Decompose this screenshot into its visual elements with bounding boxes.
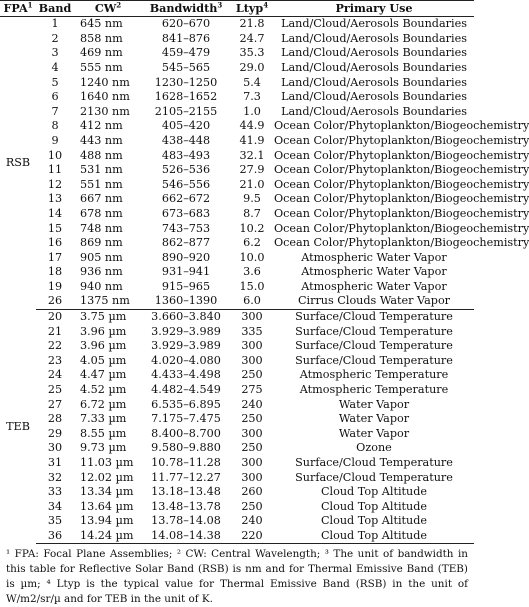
primary-use-cell: Surface/Cloud Temperature [295, 339, 453, 353]
cw-cell: 412 nm [80, 119, 123, 133]
cw-cell: 2130 nm [80, 104, 130, 118]
cw-cell: 1240 nm [80, 75, 130, 89]
cw-cell: 4.47 µm [80, 368, 127, 382]
bandwidth-cell: 14.08–14.38 [142, 529, 230, 544]
header-cw: $CW^2$ [74, 1, 142, 17]
ltyp-cell: 300 [241, 339, 263, 353]
band-cell: 27 [47, 397, 63, 411]
ltyp-cell: 3.6 [243, 265, 261, 279]
table-row [0, 221, 474, 236]
table-row [0, 485, 474, 500]
band-cell: 11 [47, 163, 63, 177]
table-row [0, 529, 474, 544]
bandwidth-cell: 1360–1390 [142, 294, 230, 309]
cw-cell: 858 nm [80, 31, 123, 45]
cw-cell: 13.64 µm [80, 499, 134, 513]
table-body [0, 17, 529, 544]
ltyp-cell: 240 [241, 397, 263, 411]
primary-use-cell: Ocean Color/Phytoplankton/Biogeochemistry [274, 206, 529, 220]
table-row [0, 32, 474, 47]
ltyp-cell: 6.0 [230, 294, 274, 309]
bandwidth-cell: 890–920 [161, 250, 211, 264]
ltyp-cell: 6.2 [243, 236, 261, 250]
table-row [0, 265, 474, 280]
primary-use-cell: Water Vapor [338, 426, 410, 440]
band-cell: 6 [51, 90, 59, 104]
bandwidth-cell: 743–753 [161, 221, 211, 235]
primary-use-cell: Surface/Cloud Temperature [295, 470, 453, 484]
band-cell: 19 [47, 279, 63, 293]
band-cell: 28 [47, 412, 63, 426]
bandwidth-cell: 545–565 [161, 60, 211, 74]
band-cell: 20 [47, 310, 63, 324]
cw-cell: 4.52 µm [80, 383, 127, 397]
cw-cell: 13.34 µm [80, 485, 134, 499]
ltyp-cell: 250 [241, 368, 263, 382]
ltyp-cell: 15.0 [239, 279, 265, 293]
band-cell: 9 [51, 133, 59, 147]
band-cell: 7 [51, 104, 59, 118]
table-row [0, 75, 474, 90]
header-ltyp: Ltyp$^4$ [230, 1, 274, 17]
ltyp-cell: 9.5 [243, 192, 261, 206]
bandwidth-cell: 915–965 [161, 279, 211, 293]
cw-cell: 7.33 µm [80, 412, 127, 426]
header-fpa: FPA$^1$ [0, 1, 36, 17]
bandwidth-cell: 7.175–7.475 [151, 412, 221, 426]
band-cell: 4 [51, 60, 59, 74]
ltyp-cell: 32.1 [239, 148, 265, 162]
primary-use-cell: Surface/Cloud Temperature [295, 456, 453, 469]
cw-cell: 748 nm [80, 221, 123, 235]
bandwidth-cell: 483–493 [161, 148, 211, 162]
table-row [0, 119, 474, 134]
cw-cell: 3.96 µm [80, 339, 127, 353]
table-row [0, 324, 474, 339]
primary-use-cell: Surface/Cloud Temperature [295, 324, 453, 338]
primary-use-cell: Cloud Top Altitude [274, 529, 474, 544]
table-row [0, 456, 474, 471]
footnote-text: ¹ FPA: Focal Plane Assemblies; ² CW: Central Wavelength; ³ The unit of bandwidth in this table for Reflective Solar Band (RSB) is nm and for Thermal Emissive Band (TEB) is µm; ⁴ Ltyp is the typical value for Thermal Emissive Band (RSB) in the unit of W/m2/sr/µ and for TEB in the unit of K. [6, 548, 468, 605]
band-cell: 13 [47, 192, 63, 206]
ltyp-cell: 275 [241, 383, 263, 397]
fpa-group-label: TEB [6, 419, 30, 433]
primary-use-cell: Ocean Color/Phytoplankton/Biogeochemistry [274, 177, 529, 191]
primary-use-cell: Water Vapor [338, 412, 410, 426]
primary-use-cell: Water Vapor [338, 397, 410, 411]
table-row [0, 90, 474, 105]
table-row [0, 470, 474, 485]
bandwidth-cell: 1230–1250 [154, 75, 218, 89]
table-row [0, 105, 474, 120]
cw-cell: 1640 nm [80, 90, 130, 104]
cw-cell: 678 nm [80, 206, 123, 220]
ltyp-cell: 10.0 [239, 250, 265, 264]
bandwidth-cell: 862–877 [161, 236, 211, 250]
band-cell: 25 [47, 383, 63, 397]
table-row [0, 251, 474, 266]
ltyp-cell: 7.3 [243, 90, 261, 104]
table-row [0, 383, 474, 398]
primary-use-cell: Ocean Color/Phytoplankton/Biogeochemistry [274, 192, 529, 206]
band-cell: 12 [47, 177, 63, 191]
primary-use-cell: Land/Cloud/Aerosols Boundaries [281, 31, 467, 45]
primary-use-cell: Atmospheric Water Vapor [301, 279, 447, 293]
primary-use-cell: Land/Cloud/Aerosols Boundaries [281, 104, 467, 118]
primary-use-cell: Ocean Color/Phytoplankton/Biogeochemistry [274, 236, 529, 250]
table-row [0, 368, 474, 383]
primary-use-cell: Cloud Top Altitude [320, 499, 428, 513]
band-cell: 17 [47, 250, 63, 264]
ltyp-cell: 35.3 [239, 46, 265, 60]
fpa-group-label: RSB [5, 156, 31, 170]
ltyp-cell: 250 [241, 412, 263, 426]
ltyp-cell: 300 [241, 426, 263, 440]
bandwidth-cell: 6.535–6.895 [151, 397, 221, 411]
band-cell: 29 [47, 426, 63, 440]
primary-use-cell: Land/Cloud/Aerosols Boundaries [281, 75, 467, 89]
primary-use-cell: Atmospheric Water Vapor [301, 265, 447, 279]
table-row [0, 61, 474, 76]
band-cell: 3 [51, 46, 59, 60]
primary-use-cell: Land/Cloud/Aerosols Boundaries [281, 60, 467, 74]
band-cell: 22 [47, 339, 63, 353]
cw-cell: 1375 nm [74, 294, 142, 309]
cw-cell: 6.72 µm [80, 397, 127, 411]
band-cell: 1 [51, 17, 59, 31]
cw-cell: 9.73 µm [80, 441, 127, 455]
bandwidth-cell: 3.660–3.840 [151, 310, 221, 324]
ltyp-cell: 27.9 [239, 163, 265, 177]
ltyp-cell: 8.7 [243, 206, 261, 220]
table-row [0, 500, 474, 515]
band-cell: 36 [36, 529, 74, 544]
band-cell: 34 [47, 499, 63, 513]
ltyp-cell: 300 [241, 456, 263, 469]
primary-use-cell: Ozone [356, 441, 392, 455]
ltyp-cell: 44.9 [239, 119, 265, 133]
bandwidth-cell: 8.400–8.700 [151, 426, 221, 440]
band-cell: 33 [47, 485, 63, 499]
band-cell: 30 [47, 441, 63, 455]
bandwidth-cell: 526–536 [161, 163, 211, 177]
ltyp-cell: 1.0 [243, 104, 261, 118]
bandwidth-cell: 4.020–4.080 [151, 353, 221, 367]
ltyp-cell: 10.2 [239, 221, 265, 235]
primary-use-cell: Ocean Color/Phytoplankton/Biogeochemistry [274, 119, 529, 133]
ltyp-cell: 250 [241, 499, 263, 513]
table-row [0, 134, 474, 149]
ltyp-cell: 240 [241, 514, 263, 528]
cw-cell: 3.96 µm [80, 324, 127, 338]
cw-cell: 488 nm [80, 148, 123, 162]
bandwidth-cell: 438–448 [161, 133, 211, 147]
primary-use-cell: Atmospheric Temperature [299, 383, 449, 397]
bandwidth-cell: 3.929–3.989 [151, 339, 221, 353]
table-row [0, 427, 474, 442]
ltyp-cell: 335 [241, 324, 263, 338]
cw-cell: 905 nm [80, 250, 123, 264]
primary-use-cell: Cirrus Clouds Water Vapor [274, 294, 474, 309]
primary-use-cell: Ocean Color/Phytoplankton/Biogeochemistry [274, 133, 529, 147]
ltyp-cell: 29.0 [239, 60, 265, 74]
table-row [0, 514, 474, 529]
cw-cell: 13.94 µm [80, 514, 134, 528]
header-band: Band [36, 1, 74, 17]
primary-use-cell: Surface/Cloud Temperature [295, 353, 453, 367]
ltyp-cell: 300 [241, 470, 263, 484]
cw-cell: 551 nm [80, 177, 123, 191]
ltyp-cell: 300 [241, 310, 263, 324]
cw-cell: 940 nm [80, 279, 123, 293]
table-row [0, 441, 474, 456]
table-row [0, 236, 474, 251]
band-cell: 21 [47, 324, 63, 338]
primary-use-cell: Ocean Color/Phytoplankton/Biogeochemistry [274, 221, 529, 235]
bandwidth-cell: 2105–2155 [154, 104, 218, 118]
cw-cell: 555 nm [80, 60, 123, 74]
table-row [0, 148, 474, 163]
bandwidth-cell: 459–479 [161, 46, 211, 60]
band-cell: 8 [51, 119, 59, 133]
bandwidth-cell: 3.929–3.989 [151, 324, 221, 338]
band-cell: 15 [47, 221, 63, 235]
cw-cell: 11.03 µm [80, 456, 134, 469]
bandwidth-cell: 405–420 [161, 119, 211, 133]
primary-use-cell: Atmospheric Temperature [299, 368, 449, 382]
ltyp-cell: 250 [241, 441, 263, 455]
cw-cell: 8.55 µm [80, 426, 127, 440]
header-primary-use: Primary Use [274, 1, 474, 17]
bandwidth-cell: 13.78–14.08 [151, 514, 221, 528]
band-cell: 31 [47, 456, 63, 469]
bandwidth-cell: 931–941 [161, 265, 211, 279]
cw-cell: 531 nm [80, 163, 123, 177]
bandwidth-cell: 10.78–11.28 [151, 456, 221, 469]
band-cell: 2 [51, 31, 59, 45]
cw-cell: 12.02 µm [80, 470, 134, 484]
table-row [0, 280, 474, 295]
table-row [0, 354, 474, 369]
primary-use-cell: Cloud Top Altitude [320, 485, 428, 499]
table-row [0, 412, 474, 427]
primary-use-cell: Surface/Cloud Temperature [295, 310, 453, 324]
band-cell: 16 [47, 236, 63, 250]
ltyp-cell: 260 [241, 485, 263, 499]
band-cell: 32 [47, 470, 63, 484]
band-cell: 24 [47, 368, 63, 382]
cw-cell: 4.05 µm [80, 353, 127, 367]
band-cell: 10 [47, 148, 63, 162]
primary-use-cell: Ocean Color/Phytoplankton/Biogeochemistry [274, 148, 529, 162]
cw-cell: 936 nm [80, 265, 123, 279]
primary-use-cell: Atmospheric Water Vapor [301, 250, 447, 264]
table-row [0, 46, 474, 61]
bandwidth-cell: 662–672 [161, 192, 211, 206]
table-row [0, 163, 474, 178]
ltyp-cell: 21.8 [239, 17, 265, 31]
table-row [0, 339, 474, 354]
primary-use-cell: Land/Cloud/Aerosols Boundaries [281, 46, 467, 60]
bandwidth-cell: 11.77–12.27 [151, 470, 221, 484]
bandwidth-cell: 4.482–4.549 [151, 383, 221, 397]
primary-use-cell: Cloud Top Altitude [320, 514, 428, 528]
cw-cell: 14.24 µm [74, 529, 142, 544]
bandwidth-cell: 620–670 [161, 17, 211, 31]
table-row [0, 207, 474, 222]
bandwidth-cell: 13.48–13.78 [151, 499, 221, 513]
bandwidth-cell: 4.433–4.498 [151, 368, 221, 382]
band-cell: 26 [36, 294, 74, 309]
primary-use-cell: Land/Cloud/Aerosols Boundaries [281, 17, 467, 31]
band-cell: 35 [47, 514, 63, 528]
cw-cell: 469 nm [80, 46, 123, 60]
table-row [0, 178, 474, 193]
cw-cell: 667 nm [80, 192, 123, 206]
cw-cell: 3.75 µm [80, 310, 127, 324]
band-cell: 5 [51, 75, 59, 89]
band-cell: 23 [47, 353, 63, 367]
primary-use-cell: Ocean Color/Phytoplankton/Biogeochemistry [274, 163, 529, 177]
bandwidth-cell: 841–876 [161, 31, 211, 45]
cw-cell: 869 nm [80, 236, 123, 250]
bandwidth-cell: 13.18–13.48 [151, 485, 221, 499]
header-bandwidth: Bandwidth$^3$ [142, 1, 230, 17]
ltyp-cell: 300 [241, 353, 263, 367]
table-row [0, 294, 474, 309]
ltyp-cell: 41.9 [239, 133, 265, 147]
primary-use-cell: Land/Cloud/Aerosols Boundaries [281, 90, 467, 104]
bandwidth-cell: 673–683 [161, 206, 211, 220]
bandwidth-cell: 1628–1652 [154, 90, 218, 104]
bandwidth-cell: 9.580–9.880 [151, 441, 221, 455]
footnote [6, 547, 468, 607]
band-cell: 18 [47, 265, 63, 279]
table-row [0, 309, 474, 324]
cw-cell: 443 nm [80, 133, 123, 147]
bandwidth-cell: 546–556 [161, 177, 211, 191]
ltyp-cell: 21.0 [239, 177, 265, 191]
ltyp-cell: 24.7 [239, 31, 265, 45]
band-cell: 14 [47, 206, 63, 220]
table-row [0, 397, 474, 412]
table-row [0, 17, 474, 32]
table-row [0, 192, 474, 207]
header-row [0, 1, 474, 17]
ltyp-cell: 220 [230, 529, 274, 544]
cw-cell: 645 nm [80, 17, 123, 31]
ltyp-cell: 5.4 [243, 75, 261, 89]
